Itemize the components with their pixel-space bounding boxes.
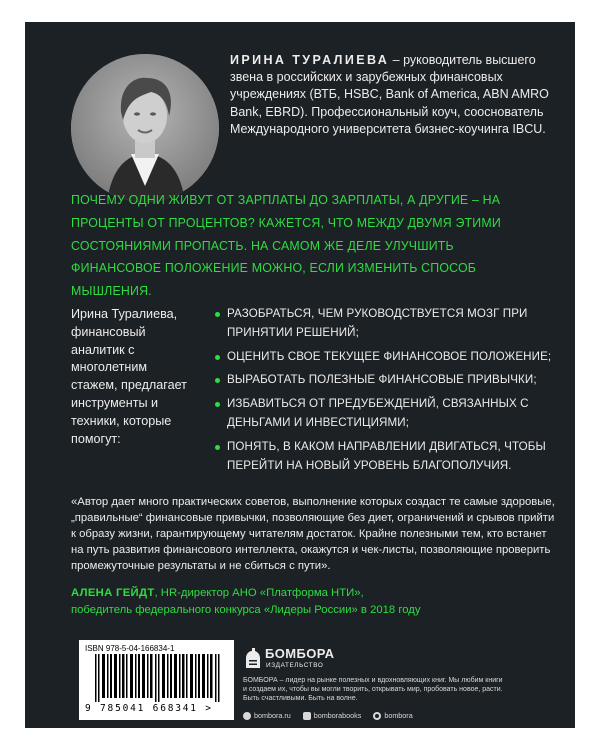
- benefits-list: [215, 305, 555, 480]
- publisher-socials: [243, 711, 413, 720]
- book-back-cover: [25, 22, 575, 728]
- author-photo: [71, 54, 219, 202]
- social-label: bombora: [384, 711, 413, 720]
- headline: ПОЧЕМУ ОДНИ ЖИВУТ ОТ ЗАРПЛАТЫ ДО ЗАРПЛАТЫ, А ДРУГИЕ – НА ПРОЦЕНТЫ ОТ ПРОЦЕНТОВ? КАЖЕТСЯ, ЧТО МЕЖДУ ДВУМЯ ЭТИМИ СОСТОЯНИЯМИ ПРОПАСТЬ. НА САМОМ ЖЕ ДЕЛЕ УЛУЧШИТЬ ФИНАНСОВОЕ ПОЛОЖЕНИЕ МОЖНО, ЕСЛИ ИЗМЕНИТЬ СПОСОБ МЫШЛЕНИЯ.: [71, 192, 501, 299]
- reviewer-name: АЛЕНА ГЕЙДТ: [71, 587, 155, 599]
- social-label: bomborabooks: [313, 711, 362, 720]
- barcode-digits: 9 785041 668341 >: [85, 703, 213, 714]
- social-link[interactable]: [373, 711, 412, 720]
- list-item: ИЗБАВИТЬСЯ ОТ ПРЕДУБЕЖДЕНИЙ, СВЯЗАННЫХ С ДЕНЬГАМИ И ИНВЕСТИЦИЯМИ;: [215, 395, 555, 433]
- list-item: ВЫРАБОТАТЬ ПОЛЕЗНЫЕ ФИНАНСОВЫЕ ПРИВЫЧКИ;: [215, 371, 555, 390]
- isbn-label: ISBN 978-5-04-166834-1: [85, 644, 175, 653]
- social-link[interactable]: [243, 711, 291, 720]
- review-quote: «Автор дает много практических советов, выполнение которых создаст те самые здоровые, „правильные“ финансовые привычки, позволяющие без диет, ограничений и срывов прийти к образу жизни, гарантирующему читателям достаток. Крайне полезными тем, кто встанет на путь развития финансового интеллекта, окажутся и чек-листы, позволяющие проверить промежуточные результаты и не сбиться с пути».: [71, 496, 555, 572]
- list-item: РАЗОБРАТЬСЯ, ЧЕМ РУКОВОДСТВУЕТСЯ МОЗГ ПРИ ПРИНЯТИИ РЕШЕНИЙ;: [215, 305, 555, 343]
- bombora-logo-icon: [243, 646, 263, 670]
- social-label: bombora.ru: [254, 711, 291, 720]
- review-attribution: [71, 585, 561, 619]
- intro-text: Ирина Туралиева, финансовый аналитик с многолетним стажем, предлагает инструменты и техники, которые помогут:: [71, 307, 187, 446]
- telegram-icon: [373, 712, 381, 720]
- list-item: ОЦЕНИТЬ СВОЕ ТЕКУЩЕЕ ФИНАНСОВОЕ ПОЛОЖЕНИЕ;: [215, 348, 555, 367]
- author-name: ИРИНА ТУРАЛИЕВА: [230, 53, 390, 67]
- author-bio-text: – руководитель высшего звена в российских и зарубежных финансовых учреждениях (ВТБ, HSBC, Bank of America, ABN AMRO Bank, EBRD). Профессиональный коуч, сооснователь Международного университета бизнес-коучинга IBCU.: [230, 53, 549, 136]
- publisher-subtitle: ИЗДАТЕЛЬСТВО: [266, 662, 324, 669]
- barcode: [79, 640, 234, 720]
- barcode-bars: [95, 654, 225, 702]
- reviewer-role: , HR-директор АНО «Платформа НТИ»,: [154, 587, 364, 599]
- author-bio: [230, 52, 560, 138]
- publisher-name: БОМБОРА: [265, 646, 335, 661]
- publisher-description: БОМБОРА – лидер на рынке полезных и вдохновляющих книг. Мы любим книги и создаем их, чтобы вы могли творить, открывать мир, пробовать новое, расти. Быть счастливыми. Быть на волне.: [243, 677, 503, 703]
- social-link[interactable]: [303, 711, 362, 720]
- reviewer-award: победитель федерального конкурса «Лидеры России» в 2018 году: [71, 604, 421, 616]
- vk-icon: [303, 712, 311, 720]
- web-icon: [243, 712, 251, 720]
- list-item: ПОНЯТЬ, В КАКОМ НАПРАВЛЕНИИ ДВИГАТЬСЯ, ЧТОБЫ ПЕРЕЙТИ НА НОВЫЙ УРОВЕНЬ БЛАГОПОЛУЧИЯ.: [215, 438, 555, 476]
